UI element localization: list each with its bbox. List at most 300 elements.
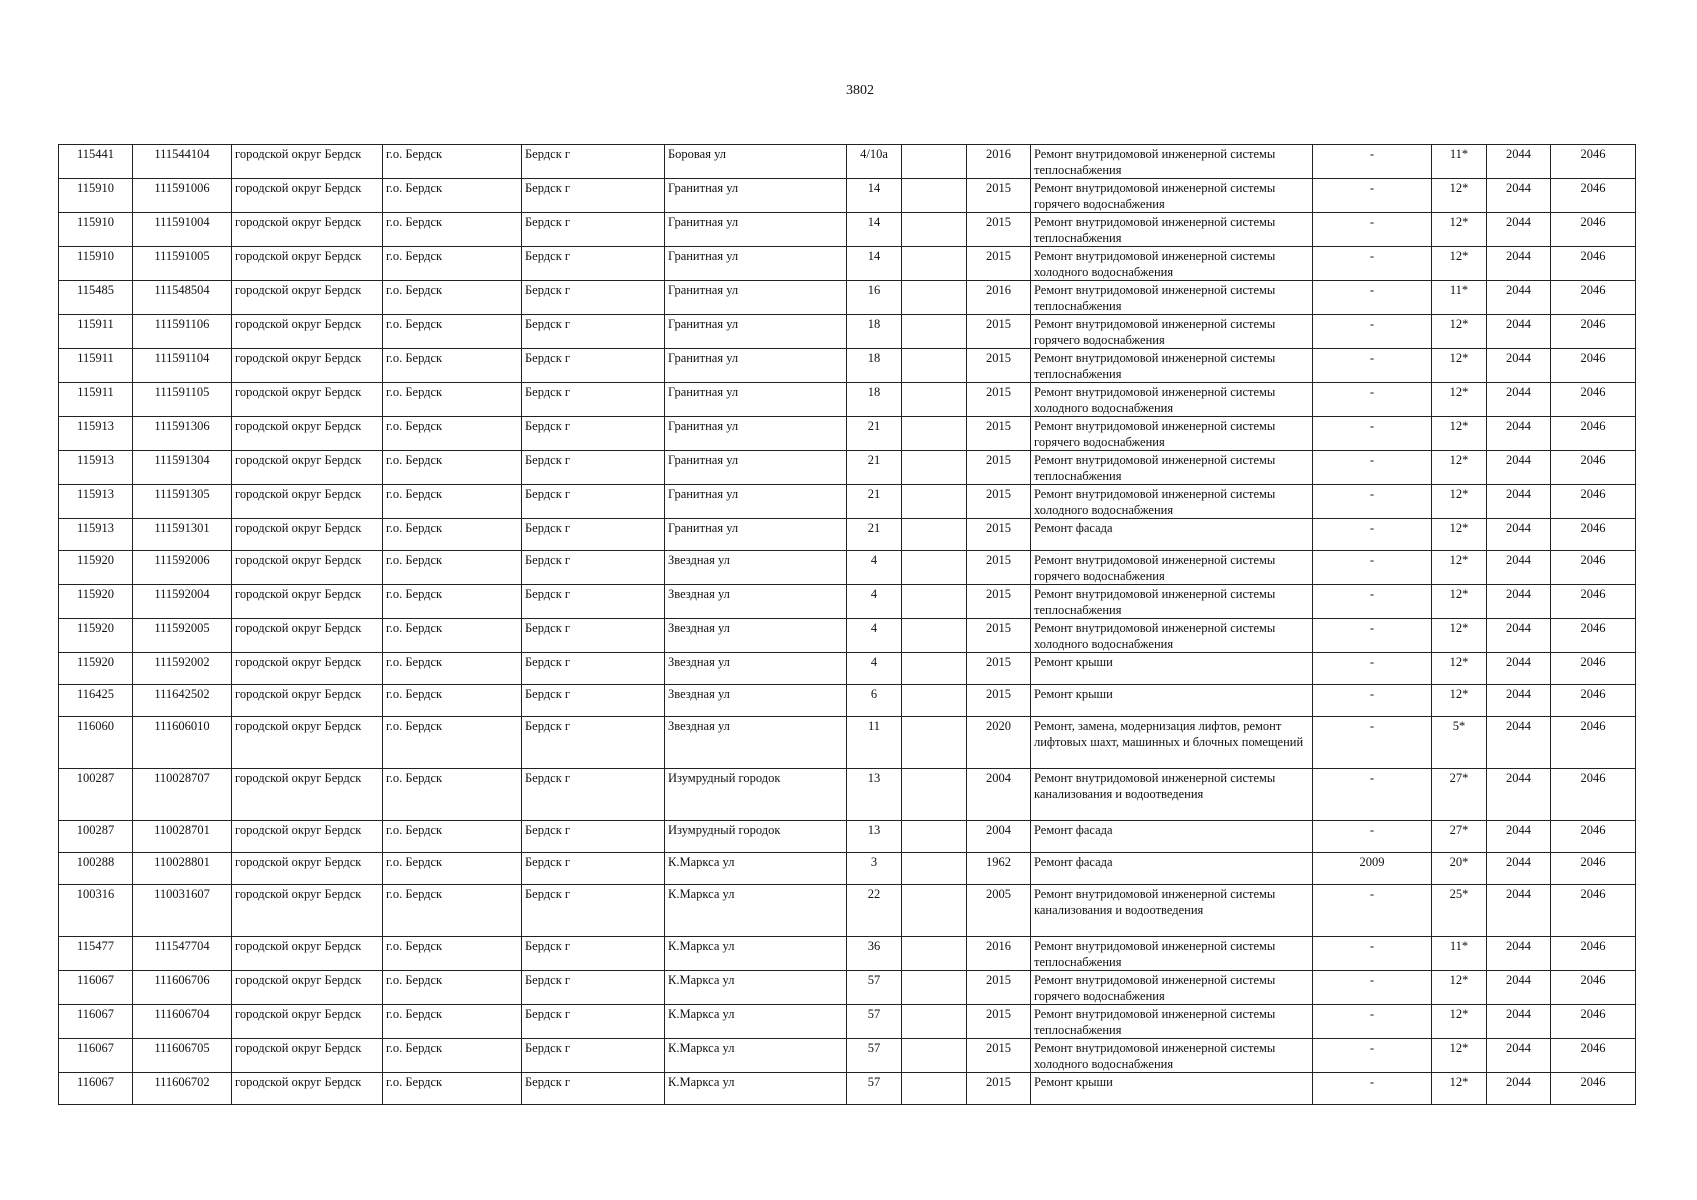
work-type-cell: Ремонт внутридомовой инженерной системы холодного водоснабжения bbox=[1031, 383, 1313, 417]
district-cell: г.о. Бердск bbox=[383, 1005, 522, 1039]
house-code-cell: 115911 bbox=[59, 349, 133, 383]
street-cell: Гранитная ул bbox=[665, 315, 847, 349]
page-number: 3802 bbox=[846, 83, 874, 98]
building-cell bbox=[902, 971, 967, 1005]
street-cell: К.Маркса ул bbox=[665, 937, 847, 971]
building-cell bbox=[902, 383, 967, 417]
last-repair-cell: - bbox=[1313, 145, 1432, 179]
last-repair-cell: - bbox=[1313, 247, 1432, 281]
commission-year-cell: 2015 bbox=[967, 315, 1031, 349]
house-code-cell: 115913 bbox=[59, 485, 133, 519]
municipality-cell: городской округ Бердск bbox=[232, 349, 383, 383]
work-type-cell: Ремонт внутридомовой инженерной системы канализования и водоотведения bbox=[1031, 769, 1313, 821]
municipality-cell: городской округ Бердск bbox=[232, 519, 383, 551]
house-number-cell: 21 bbox=[847, 519, 902, 551]
work-type-cell: Ремонт внутридомовой инженерной системы холодного водоснабжения bbox=[1031, 619, 1313, 653]
work-type-cell: Ремонт внутридомовой инженерной системы холодного водоснабжения bbox=[1031, 247, 1313, 281]
house-number-cell: 21 bbox=[847, 417, 902, 451]
commission-year-cell: 2015 bbox=[967, 1039, 1031, 1073]
rate-cell: 20* bbox=[1432, 853, 1487, 885]
building-cell bbox=[902, 653, 967, 685]
work-id-cell: 110028707 bbox=[133, 769, 232, 821]
work-type-cell: Ремонт фасада bbox=[1031, 519, 1313, 551]
house-number-cell: 18 bbox=[847, 383, 902, 417]
work-id-cell: 111642502 bbox=[133, 685, 232, 717]
building-cell bbox=[902, 585, 967, 619]
period-end-cell: 2046 bbox=[1551, 179, 1636, 213]
table-row bbox=[59, 717, 1636, 769]
work-type-cell: Ремонт внутридомовой инженерной системы холодного водоснабжения bbox=[1031, 485, 1313, 519]
work-type-cell: Ремонт внутридомовой инженерной системы горячего водоснабжения bbox=[1031, 179, 1313, 213]
house-number-cell: 21 bbox=[847, 485, 902, 519]
municipality-cell: городской округ Бердск bbox=[232, 653, 383, 685]
commission-year-cell: 2020 bbox=[967, 717, 1031, 769]
locality-cell: Бердск г bbox=[522, 551, 665, 585]
house-number-cell: 14 bbox=[847, 213, 902, 247]
period-start-cell: 2044 bbox=[1487, 179, 1551, 213]
building-cell bbox=[902, 519, 967, 551]
last-repair-cell: - bbox=[1313, 1073, 1432, 1105]
commission-year-cell: 2015 bbox=[967, 451, 1031, 485]
house-code-cell: 100287 bbox=[59, 821, 133, 853]
period-end-cell: 2046 bbox=[1551, 821, 1636, 853]
table-row bbox=[59, 1005, 1636, 1039]
district-cell: г.о. Бердск bbox=[383, 885, 522, 937]
table-row bbox=[59, 485, 1636, 519]
house-code-cell: 115920 bbox=[59, 653, 133, 685]
building-cell bbox=[902, 179, 967, 213]
work-id-cell: 110028701 bbox=[133, 821, 232, 853]
commission-year-cell: 2004 bbox=[967, 821, 1031, 853]
house-number-cell: 14 bbox=[847, 179, 902, 213]
rate-cell: 12* bbox=[1432, 619, 1487, 653]
work-id-cell: 111592006 bbox=[133, 551, 232, 585]
district-cell: г.о. Бердск bbox=[383, 653, 522, 685]
last-repair-cell: - bbox=[1313, 281, 1432, 315]
house-number-cell: 13 bbox=[847, 821, 902, 853]
period-start-cell: 2044 bbox=[1487, 417, 1551, 451]
rate-cell: 12* bbox=[1432, 451, 1487, 485]
table-row bbox=[59, 519, 1636, 551]
work-id-cell: 111606010 bbox=[133, 717, 232, 769]
work-id-cell: 111591005 bbox=[133, 247, 232, 281]
rate-cell: 12* bbox=[1432, 213, 1487, 247]
building-cell bbox=[902, 853, 967, 885]
period-start-cell: 2044 bbox=[1487, 585, 1551, 619]
municipality-cell: городской округ Бердск bbox=[232, 1039, 383, 1073]
rate-cell: 12* bbox=[1432, 485, 1487, 519]
table-row bbox=[59, 885, 1636, 937]
work-id-cell: 111606706 bbox=[133, 971, 232, 1005]
district-cell: г.о. Бердск bbox=[383, 769, 522, 821]
period-end-cell: 2046 bbox=[1551, 653, 1636, 685]
last-repair-cell: - bbox=[1313, 485, 1432, 519]
work-id-cell: 111592004 bbox=[133, 585, 232, 619]
work-type-cell: Ремонт крыши bbox=[1031, 1073, 1313, 1105]
work-type-cell: Ремонт внутридомовой инженерной системы горячего водоснабжения bbox=[1031, 315, 1313, 349]
last-repair-cell: - bbox=[1313, 685, 1432, 717]
work-type-cell: Ремонт внутридомовой инженерной системы холодного водоснабжения bbox=[1031, 1039, 1313, 1073]
period-start-cell: 2044 bbox=[1487, 383, 1551, 417]
commission-year-cell: 2005 bbox=[967, 885, 1031, 937]
house-code-cell: 115910 bbox=[59, 213, 133, 247]
street-cell: К.Маркса ул bbox=[665, 971, 847, 1005]
last-repair-cell: - bbox=[1313, 717, 1432, 769]
district-cell: г.о. Бердск bbox=[383, 247, 522, 281]
rate-cell: 27* bbox=[1432, 821, 1487, 853]
table-row bbox=[59, 1039, 1636, 1073]
commission-year-cell: 2015 bbox=[967, 685, 1031, 717]
locality-cell: Бердск г bbox=[522, 717, 665, 769]
locality-cell: Бердск г bbox=[522, 417, 665, 451]
building-cell bbox=[902, 821, 967, 853]
municipality-cell: городской округ Бердск bbox=[232, 971, 383, 1005]
street-cell: Гранитная ул bbox=[665, 179, 847, 213]
house-number-cell: 16 bbox=[847, 281, 902, 315]
work-id-cell: 111591106 bbox=[133, 315, 232, 349]
table-row bbox=[59, 971, 1636, 1005]
municipality-cell: городской округ Бердск bbox=[232, 619, 383, 653]
locality-cell: Бердск г bbox=[522, 519, 665, 551]
rate-cell: 25* bbox=[1432, 885, 1487, 937]
work-type-cell: Ремонт внутридомовой инженерной системы канализования и водоотведения bbox=[1031, 885, 1313, 937]
last-repair-cell: - bbox=[1313, 1005, 1432, 1039]
table-row bbox=[59, 551, 1636, 585]
rate-cell: 12* bbox=[1432, 349, 1487, 383]
work-id-cell: 111591305 bbox=[133, 485, 232, 519]
table-row bbox=[59, 1073, 1636, 1105]
period-start-cell: 2044 bbox=[1487, 1039, 1551, 1073]
rate-cell: 12* bbox=[1432, 315, 1487, 349]
house-code-cell: 116067 bbox=[59, 971, 133, 1005]
period-start-cell: 2044 bbox=[1487, 451, 1551, 485]
municipality-cell: городской округ Бердск bbox=[232, 247, 383, 281]
district-cell: г.о. Бердск bbox=[383, 717, 522, 769]
locality-cell: Бердск г bbox=[522, 885, 665, 937]
table-row bbox=[59, 349, 1636, 383]
period-start-cell: 2044 bbox=[1487, 853, 1551, 885]
table-row bbox=[59, 653, 1636, 685]
district-cell: г.о. Бердск bbox=[383, 383, 522, 417]
work-id-cell: 111591301 bbox=[133, 519, 232, 551]
period-end-cell: 2046 bbox=[1551, 349, 1636, 383]
district-cell: г.о. Бердск bbox=[383, 551, 522, 585]
period-start-cell: 2044 bbox=[1487, 247, 1551, 281]
work-type-cell: Ремонт внутридомовой инженерной системы горячего водоснабжения bbox=[1031, 417, 1313, 451]
house-code-cell: 116067 bbox=[59, 1039, 133, 1073]
municipality-cell: городской округ Бердск bbox=[232, 821, 383, 853]
house-code-cell: 115920 bbox=[59, 619, 133, 653]
table-row bbox=[59, 417, 1636, 451]
rate-cell: 12* bbox=[1432, 1005, 1487, 1039]
street-cell: Изумрудный городок bbox=[665, 821, 847, 853]
district-cell: г.о. Бердск bbox=[383, 213, 522, 247]
commission-year-cell: 2015 bbox=[967, 971, 1031, 1005]
street-cell: Гранитная ул bbox=[665, 281, 847, 315]
commission-year-cell: 1962 bbox=[967, 853, 1031, 885]
table-row bbox=[59, 619, 1636, 653]
locality-cell: Бердск г bbox=[522, 585, 665, 619]
house-code-cell: 115911 bbox=[59, 383, 133, 417]
house-number-cell: 21 bbox=[847, 451, 902, 485]
building-cell bbox=[902, 247, 967, 281]
work-id-cell: 111591306 bbox=[133, 417, 232, 451]
period-end-cell: 2046 bbox=[1551, 315, 1636, 349]
house-code-cell: 115910 bbox=[59, 179, 133, 213]
last-repair-cell: - bbox=[1313, 971, 1432, 1005]
commission-year-cell: 2004 bbox=[967, 769, 1031, 821]
period-start-cell: 2044 bbox=[1487, 769, 1551, 821]
period-end-cell: 2046 bbox=[1551, 213, 1636, 247]
work-type-cell: Ремонт внутридомовой инженерной системы теплоснабжения bbox=[1031, 281, 1313, 315]
table-row bbox=[59, 585, 1636, 619]
table-body bbox=[59, 145, 1636, 1105]
work-type-cell: Ремонт внутридомовой инженерной системы теплоснабжения bbox=[1031, 145, 1313, 179]
house-number-cell: 4 bbox=[847, 551, 902, 585]
street-cell: Гранитная ул bbox=[665, 519, 847, 551]
municipality-cell: городской округ Бердск bbox=[232, 717, 383, 769]
district-cell: г.о. Бердск bbox=[383, 853, 522, 885]
municipality-cell: городской округ Бердск bbox=[232, 937, 383, 971]
building-cell bbox=[902, 551, 967, 585]
rate-cell: 11* bbox=[1432, 937, 1487, 971]
period-end-cell: 2046 bbox=[1551, 519, 1636, 551]
period-start-cell: 2044 bbox=[1487, 1005, 1551, 1039]
last-repair-cell: - bbox=[1313, 769, 1432, 821]
locality-cell: Бердск г bbox=[522, 653, 665, 685]
house-code-cell: 115913 bbox=[59, 519, 133, 551]
last-repair-cell: - bbox=[1313, 315, 1432, 349]
period-start-cell: 2044 bbox=[1487, 551, 1551, 585]
street-cell: Гранитная ул bbox=[665, 247, 847, 281]
house-number-cell: 57 bbox=[847, 1073, 902, 1105]
last-repair-cell: - bbox=[1313, 349, 1432, 383]
district-cell: г.о. Бердск bbox=[383, 145, 522, 179]
work-id-cell: 111544104 bbox=[133, 145, 232, 179]
commission-year-cell: 2015 bbox=[967, 1073, 1031, 1105]
building-cell bbox=[902, 619, 967, 653]
municipality-cell: городской округ Бердск bbox=[232, 485, 383, 519]
last-repair-cell: - bbox=[1313, 1039, 1432, 1073]
house-number-cell: 14 bbox=[847, 247, 902, 281]
rate-cell: 5* bbox=[1432, 717, 1487, 769]
house-code-cell: 100316 bbox=[59, 885, 133, 937]
building-cell bbox=[902, 281, 967, 315]
period-end-cell: 2046 bbox=[1551, 145, 1636, 179]
rate-cell: 12* bbox=[1432, 383, 1487, 417]
table-row bbox=[59, 821, 1636, 853]
period-start-cell: 2044 bbox=[1487, 971, 1551, 1005]
street-cell: Звездная ул bbox=[665, 685, 847, 717]
house-number-cell: 4 bbox=[847, 653, 902, 685]
house-number-cell: 11 bbox=[847, 717, 902, 769]
locality-cell: Бердск г bbox=[522, 315, 665, 349]
work-id-cell: 111547704 bbox=[133, 937, 232, 971]
street-cell: К.Маркса ул bbox=[665, 1039, 847, 1073]
table-row bbox=[59, 315, 1636, 349]
rate-cell: 12* bbox=[1432, 519, 1487, 551]
locality-cell: Бердск г bbox=[522, 213, 665, 247]
period-end-cell: 2046 bbox=[1551, 551, 1636, 585]
municipality-cell: городской округ Бердск bbox=[232, 145, 383, 179]
street-cell: К.Маркса ул bbox=[665, 1073, 847, 1105]
last-repair-cell: - bbox=[1313, 451, 1432, 485]
period-end-cell: 2046 bbox=[1551, 685, 1636, 717]
building-cell bbox=[902, 885, 967, 937]
period-start-cell: 2044 bbox=[1487, 145, 1551, 179]
municipality-cell: городской округ Бердск bbox=[232, 281, 383, 315]
house-code-cell: 116060 bbox=[59, 717, 133, 769]
work-type-cell: Ремонт крыши bbox=[1031, 685, 1313, 717]
commission-year-cell: 2015 bbox=[967, 519, 1031, 551]
commission-year-cell: 2016 bbox=[967, 145, 1031, 179]
last-repair-cell: - bbox=[1313, 937, 1432, 971]
municipality-cell: городской округ Бердск bbox=[232, 769, 383, 821]
table-row bbox=[59, 937, 1636, 971]
locality-cell: Бердск г bbox=[522, 349, 665, 383]
rate-cell: 12* bbox=[1432, 585, 1487, 619]
locality-cell: Бердск г bbox=[522, 769, 665, 821]
period-end-cell: 2046 bbox=[1551, 451, 1636, 485]
house-number-cell: 6 bbox=[847, 685, 902, 717]
district-cell: г.о. Бердск bbox=[383, 315, 522, 349]
period-end-cell: 2046 bbox=[1551, 937, 1636, 971]
locality-cell: Бердск г bbox=[522, 1005, 665, 1039]
period-end-cell: 2046 bbox=[1551, 383, 1636, 417]
period-start-cell: 2044 bbox=[1487, 619, 1551, 653]
period-start-cell: 2044 bbox=[1487, 653, 1551, 685]
building-cell bbox=[902, 1039, 967, 1073]
street-cell: Гранитная ул bbox=[665, 213, 847, 247]
work-id-cell: 111606702 bbox=[133, 1073, 232, 1105]
district-cell: г.о. Бердск bbox=[383, 937, 522, 971]
work-type-cell: Ремонт внутридомовой инженерной системы теплоснабжения bbox=[1031, 585, 1313, 619]
building-cell bbox=[902, 769, 967, 821]
rate-cell: 12* bbox=[1432, 179, 1487, 213]
table-row bbox=[59, 451, 1636, 485]
house-code-cell: 115913 bbox=[59, 417, 133, 451]
locality-cell: Бердск г bbox=[522, 685, 665, 717]
work-type-cell: Ремонт фасада bbox=[1031, 853, 1313, 885]
municipality-cell: городской округ Бердск bbox=[232, 179, 383, 213]
last-repair-cell: - bbox=[1313, 417, 1432, 451]
rate-cell: 12* bbox=[1432, 971, 1487, 1005]
period-end-cell: 2046 bbox=[1551, 769, 1636, 821]
municipality-cell: городской округ Бердск bbox=[232, 885, 383, 937]
work-type-cell: Ремонт, замена, модернизация лифтов, ремонт лифтовых шахт, машинных и блочных помещений bbox=[1031, 717, 1313, 769]
street-cell: К.Маркса ул bbox=[665, 885, 847, 937]
period-start-cell: 2044 bbox=[1487, 213, 1551, 247]
last-repair-cell: - bbox=[1313, 519, 1432, 551]
house-code-cell: 115913 bbox=[59, 451, 133, 485]
work-id-cell: 111592002 bbox=[133, 653, 232, 685]
period-end-cell: 2046 bbox=[1551, 1039, 1636, 1073]
table-row bbox=[59, 213, 1636, 247]
house-code-cell: 115910 bbox=[59, 247, 133, 281]
work-id-cell: 111591105 bbox=[133, 383, 232, 417]
period-start-cell: 2044 bbox=[1487, 1073, 1551, 1105]
work-id-cell: 111591304 bbox=[133, 451, 232, 485]
house-code-cell: 100288 bbox=[59, 853, 133, 885]
house-code-cell: 115920 bbox=[59, 551, 133, 585]
period-start-cell: 2044 bbox=[1487, 685, 1551, 717]
street-cell: Звездная ул bbox=[665, 551, 847, 585]
rate-cell: 12* bbox=[1432, 653, 1487, 685]
commission-year-cell: 2016 bbox=[967, 937, 1031, 971]
commission-year-cell: 2015 bbox=[967, 349, 1031, 383]
period-end-cell: 2046 bbox=[1551, 1005, 1636, 1039]
period-end-cell: 2046 bbox=[1551, 1073, 1636, 1105]
municipality-cell: городской округ Бердск bbox=[232, 315, 383, 349]
last-repair-cell: - bbox=[1313, 885, 1432, 937]
municipality-cell: городской округ Бердск bbox=[232, 451, 383, 485]
district-cell: г.о. Бердск bbox=[383, 281, 522, 315]
last-repair-cell: - bbox=[1313, 619, 1432, 653]
locality-cell: Бердск г bbox=[522, 937, 665, 971]
district-cell: г.о. Бердск bbox=[383, 971, 522, 1005]
work-type-cell: Ремонт внутридомовой инженерной системы теплоснабжения bbox=[1031, 1005, 1313, 1039]
last-repair-cell: 2009 bbox=[1313, 853, 1432, 885]
locality-cell: Бердск г bbox=[522, 853, 665, 885]
district-cell: г.о. Бердск bbox=[383, 1039, 522, 1073]
house-code-cell: 115441 bbox=[59, 145, 133, 179]
street-cell: К.Маркса ул bbox=[665, 1005, 847, 1039]
commission-year-cell: 2015 bbox=[967, 551, 1031, 585]
house-code-cell: 115485 bbox=[59, 281, 133, 315]
municipality-cell: городской округ Бердск bbox=[232, 1073, 383, 1105]
street-cell: Гранитная ул bbox=[665, 383, 847, 417]
registry-table bbox=[58, 144, 1636, 1105]
period-start-cell: 2044 bbox=[1487, 821, 1551, 853]
period-start-cell: 2044 bbox=[1487, 717, 1551, 769]
rate-cell: 11* bbox=[1432, 281, 1487, 315]
last-repair-cell: - bbox=[1313, 821, 1432, 853]
last-repair-cell: - bbox=[1313, 653, 1432, 685]
building-cell bbox=[902, 213, 967, 247]
commission-year-cell: 2015 bbox=[967, 653, 1031, 685]
work-type-cell: Ремонт фасада bbox=[1031, 821, 1313, 853]
period-start-cell: 2044 bbox=[1487, 281, 1551, 315]
table-row bbox=[59, 179, 1636, 213]
district-cell: г.о. Бердск bbox=[383, 685, 522, 717]
house-number-cell: 4 bbox=[847, 585, 902, 619]
district-cell: г.о. Бердск bbox=[383, 179, 522, 213]
work-type-cell: Ремонт внутридомовой инженерной системы горячего водоснабжения bbox=[1031, 551, 1313, 585]
street-cell: Гранитная ул bbox=[665, 451, 847, 485]
building-cell bbox=[902, 349, 967, 383]
house-code-cell: 116425 bbox=[59, 685, 133, 717]
rate-cell: 27* bbox=[1432, 769, 1487, 821]
house-number-cell: 3 bbox=[847, 853, 902, 885]
period-end-cell: 2046 bbox=[1551, 717, 1636, 769]
period-end-cell: 2046 bbox=[1551, 971, 1636, 1005]
work-id-cell: 110028801 bbox=[133, 853, 232, 885]
table-row bbox=[59, 769, 1636, 821]
street-cell: Звездная ул bbox=[665, 653, 847, 685]
building-cell bbox=[902, 937, 967, 971]
rate-cell: 11* bbox=[1432, 145, 1487, 179]
house-number-cell: 18 bbox=[847, 315, 902, 349]
locality-cell: Бердск г bbox=[522, 145, 665, 179]
building-cell bbox=[902, 145, 967, 179]
commission-year-cell: 2015 bbox=[967, 383, 1031, 417]
commission-year-cell: 2015 bbox=[967, 179, 1031, 213]
locality-cell: Бердск г bbox=[522, 485, 665, 519]
work-id-cell: 111591004 bbox=[133, 213, 232, 247]
work-type-cell: Ремонт внутридомовой инженерной системы теплоснабжения bbox=[1031, 937, 1313, 971]
locality-cell: Бердск г bbox=[522, 247, 665, 281]
house-code-cell: 115920 bbox=[59, 585, 133, 619]
